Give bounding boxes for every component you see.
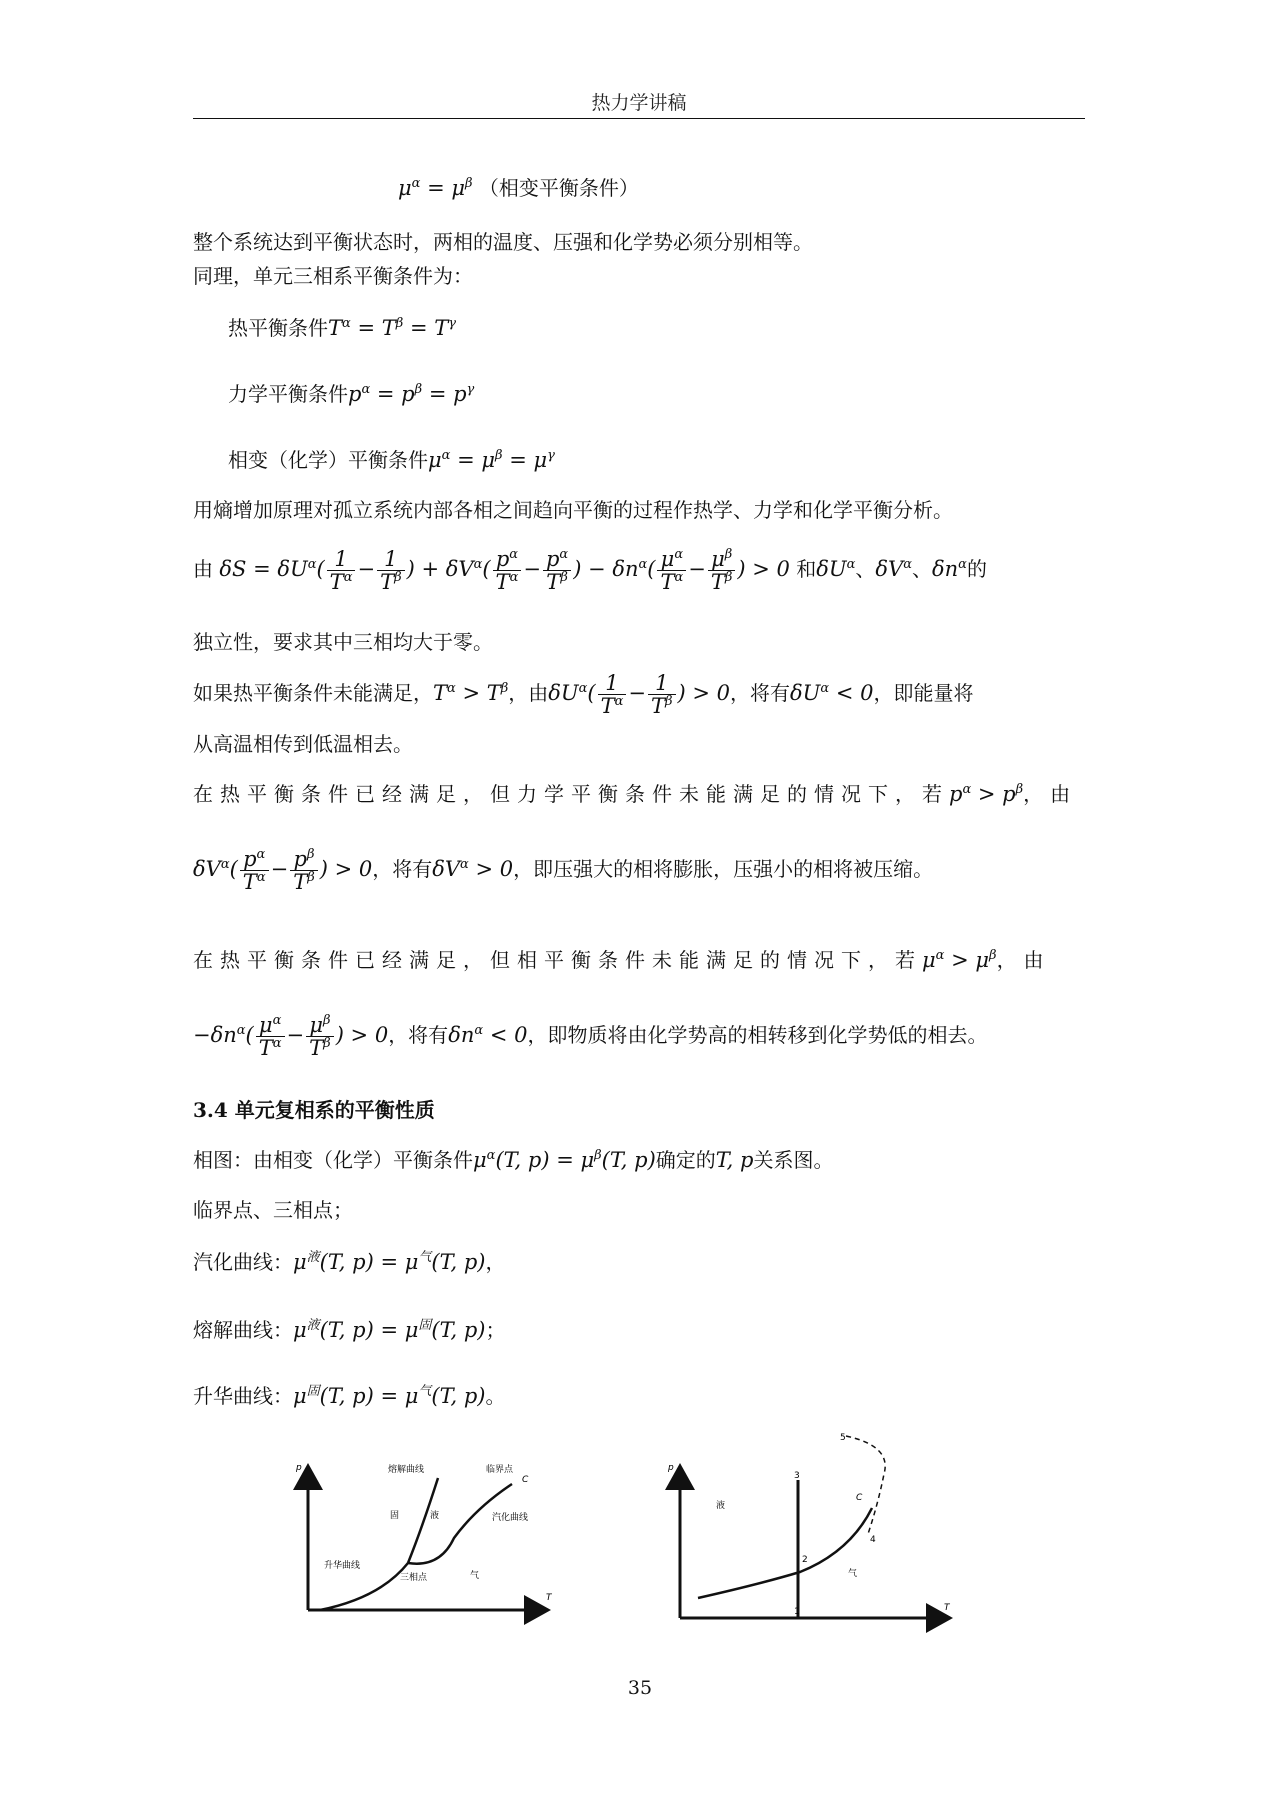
eq-phase-formula: $\mu^\alpha = \mu^\beta$ bbox=[398, 176, 473, 200]
phase-diagram-right bbox=[660, 1426, 960, 1640]
paragraph: 用熵增加原理对孤立系统内部各相之间趋向平衡的过程作热学、力学和化学平衡分析。 bbox=[193, 498, 953, 522]
mech-imbalance-line: 在热平衡条件已经满足，但力学平衡条件未能满足的情况下，若$p^\alpha > p^\beta$，由 bbox=[193, 782, 1078, 806]
phase-diagram-definition: 相图：由相变（化学）平衡条件$\mu^\alpha(T$, $p) = \mu^\beta(T$, p)确定的T, p关系图。 bbox=[193, 1148, 834, 1172]
sublimation-curve-line: 升华曲线：$\mu^固(T$, $p) = \mu^气(T$, p)。 bbox=[193, 1384, 506, 1408]
triple-point-label: 三相点 bbox=[400, 1573, 428, 1583]
point-3-label: 3 bbox=[794, 1471, 800, 1481]
page-number: 35 bbox=[627, 1677, 653, 1699]
entropy-equation-line: 由 $\delta S = \delta U^\alpha$( $\frac{1}{T^\alpha}$ − $\frac{1}{T^\beta}$ ) + $\delta V^\alpha$( $\frac{p^\alpha}{T^\alpha}$ − $\frac{p^\alpha}{T^\beta}$ ) − $\delta n^\alpha$( $\frac{\mu^\alpha}{T^\alpha}$ − $\frac{\mu^\beta}{T^\beta}$ ) > 0 和$\delta U^\alpha$、$\delta V^\alpha$、$\delta n^\alpha$的 bbox=[193, 547, 987, 595]
melting-curve-line: 熔解曲线：$\mu^液(T$, $p) = \mu^固(T$, p)； bbox=[193, 1318, 506, 1342]
liquid-label: 液 bbox=[716, 1501, 726, 1511]
gas-label: 气 bbox=[848, 1569, 858, 1579]
eq-phase-line bbox=[398, 172, 639, 201]
melt-curve-label: 熔解曲线 bbox=[388, 1465, 425, 1475]
paragraph: 独立性，要求其中三相均大于零。 bbox=[193, 630, 493, 654]
liquid-label: 液 bbox=[430, 1511, 440, 1521]
phase-condition: 相变（化学）平衡条件$\mu^\alpha = \mu^\beta = \mu^\gamma$ bbox=[228, 448, 555, 472]
thermal-condition: 热平衡条件$T^\alpha = T^\beta = T^\gamma$ bbox=[228, 316, 456, 340]
axis-t-label: T bbox=[944, 1603, 950, 1613]
point-2-label: 2 bbox=[802, 1555, 808, 1565]
mechanical-condition: 力学平衡条件$p^\alpha = p^\beta = p^\gamma$ bbox=[228, 382, 475, 406]
point-4-label: 4 bbox=[870, 1535, 876, 1545]
phase-result-line: $-\delta n^\alpha$( $\frac{\mu^\alpha}{T^\alpha}$ − $\frac{\mu^\beta}{T^\beta}$ ) > 0，将有$\delta n^\alpha < 0$，即物质将由化学势高的相转移到化学势低的相去。 bbox=[193, 1013, 988, 1061]
vaporization-curve bbox=[698, 1508, 872, 1598]
running-header: 热力学讲稿 bbox=[591, 92, 687, 114]
sub-curve-label: 升华曲线 bbox=[324, 1561, 361, 1571]
vapor-curve-label: 汽化曲线 bbox=[492, 1513, 529, 1523]
phase-diagram-left bbox=[290, 1448, 580, 1632]
axis-t-label: T bbox=[546, 1593, 552, 1603]
paragraph: 临界点、三相点； bbox=[193, 1198, 353, 1222]
paragraph: 同理，单元三相系平衡条件为： bbox=[193, 264, 473, 288]
thermal-imbalance-line: 如果热平衡条件未能满足，$T^\alpha > T^\beta$，由$\delta U^\alpha$( $\frac{1}{T^\alpha}$ − $\frac{1}{T^\beta}$ ) > 0，将有$\delta U^\alpha < 0$，即能量将 bbox=[193, 671, 974, 719]
point-5-label: 5 bbox=[840, 1433, 846, 1443]
solid-label: 固 bbox=[390, 1511, 400, 1521]
point-1-label: 1 bbox=[794, 1607, 800, 1617]
phase-imbalance-line: 在热平衡条件已经满足，但相平衡条件未能满足的情况下，若$\mu^\alpha > \mu^\beta$，由 bbox=[193, 948, 1051, 972]
paragraph: 整个系统达到平衡状态时，两相的温度、压强和化学势必须分别相等。 bbox=[193, 230, 813, 254]
header-rule bbox=[193, 118, 1085, 119]
vaporization-curve-line: 汽化曲线：$\mu^液(T$, $p) = \mu^气(T$, p)， bbox=[193, 1250, 506, 1274]
c-label: C bbox=[522, 1475, 529, 1485]
c-label: C bbox=[856, 1493, 863, 1503]
paragraph: 从高温相传到低温相去。 bbox=[193, 732, 413, 756]
axis-p-label: p bbox=[296, 1463, 302, 1473]
section-heading: 3.4 单元复相系的平衡性质 bbox=[193, 1098, 435, 1122]
gas-label: 气 bbox=[470, 1571, 480, 1581]
axis-p-label: p bbox=[668, 1463, 674, 1473]
eq-phase-note: （相变平衡条件） bbox=[478, 176, 639, 200]
critical-point-label: 临界点 bbox=[486, 1465, 514, 1475]
mech-result-line: $\delta V^\alpha$( $\frac{p^\alpha}{T^\alpha}$ − $\frac{p^\beta}{T^\beta}$ ) > 0，将有$\delta V^\alpha > 0$，即压强大的相将膨胀，压强小的相将被压缩。 bbox=[193, 847, 934, 895]
